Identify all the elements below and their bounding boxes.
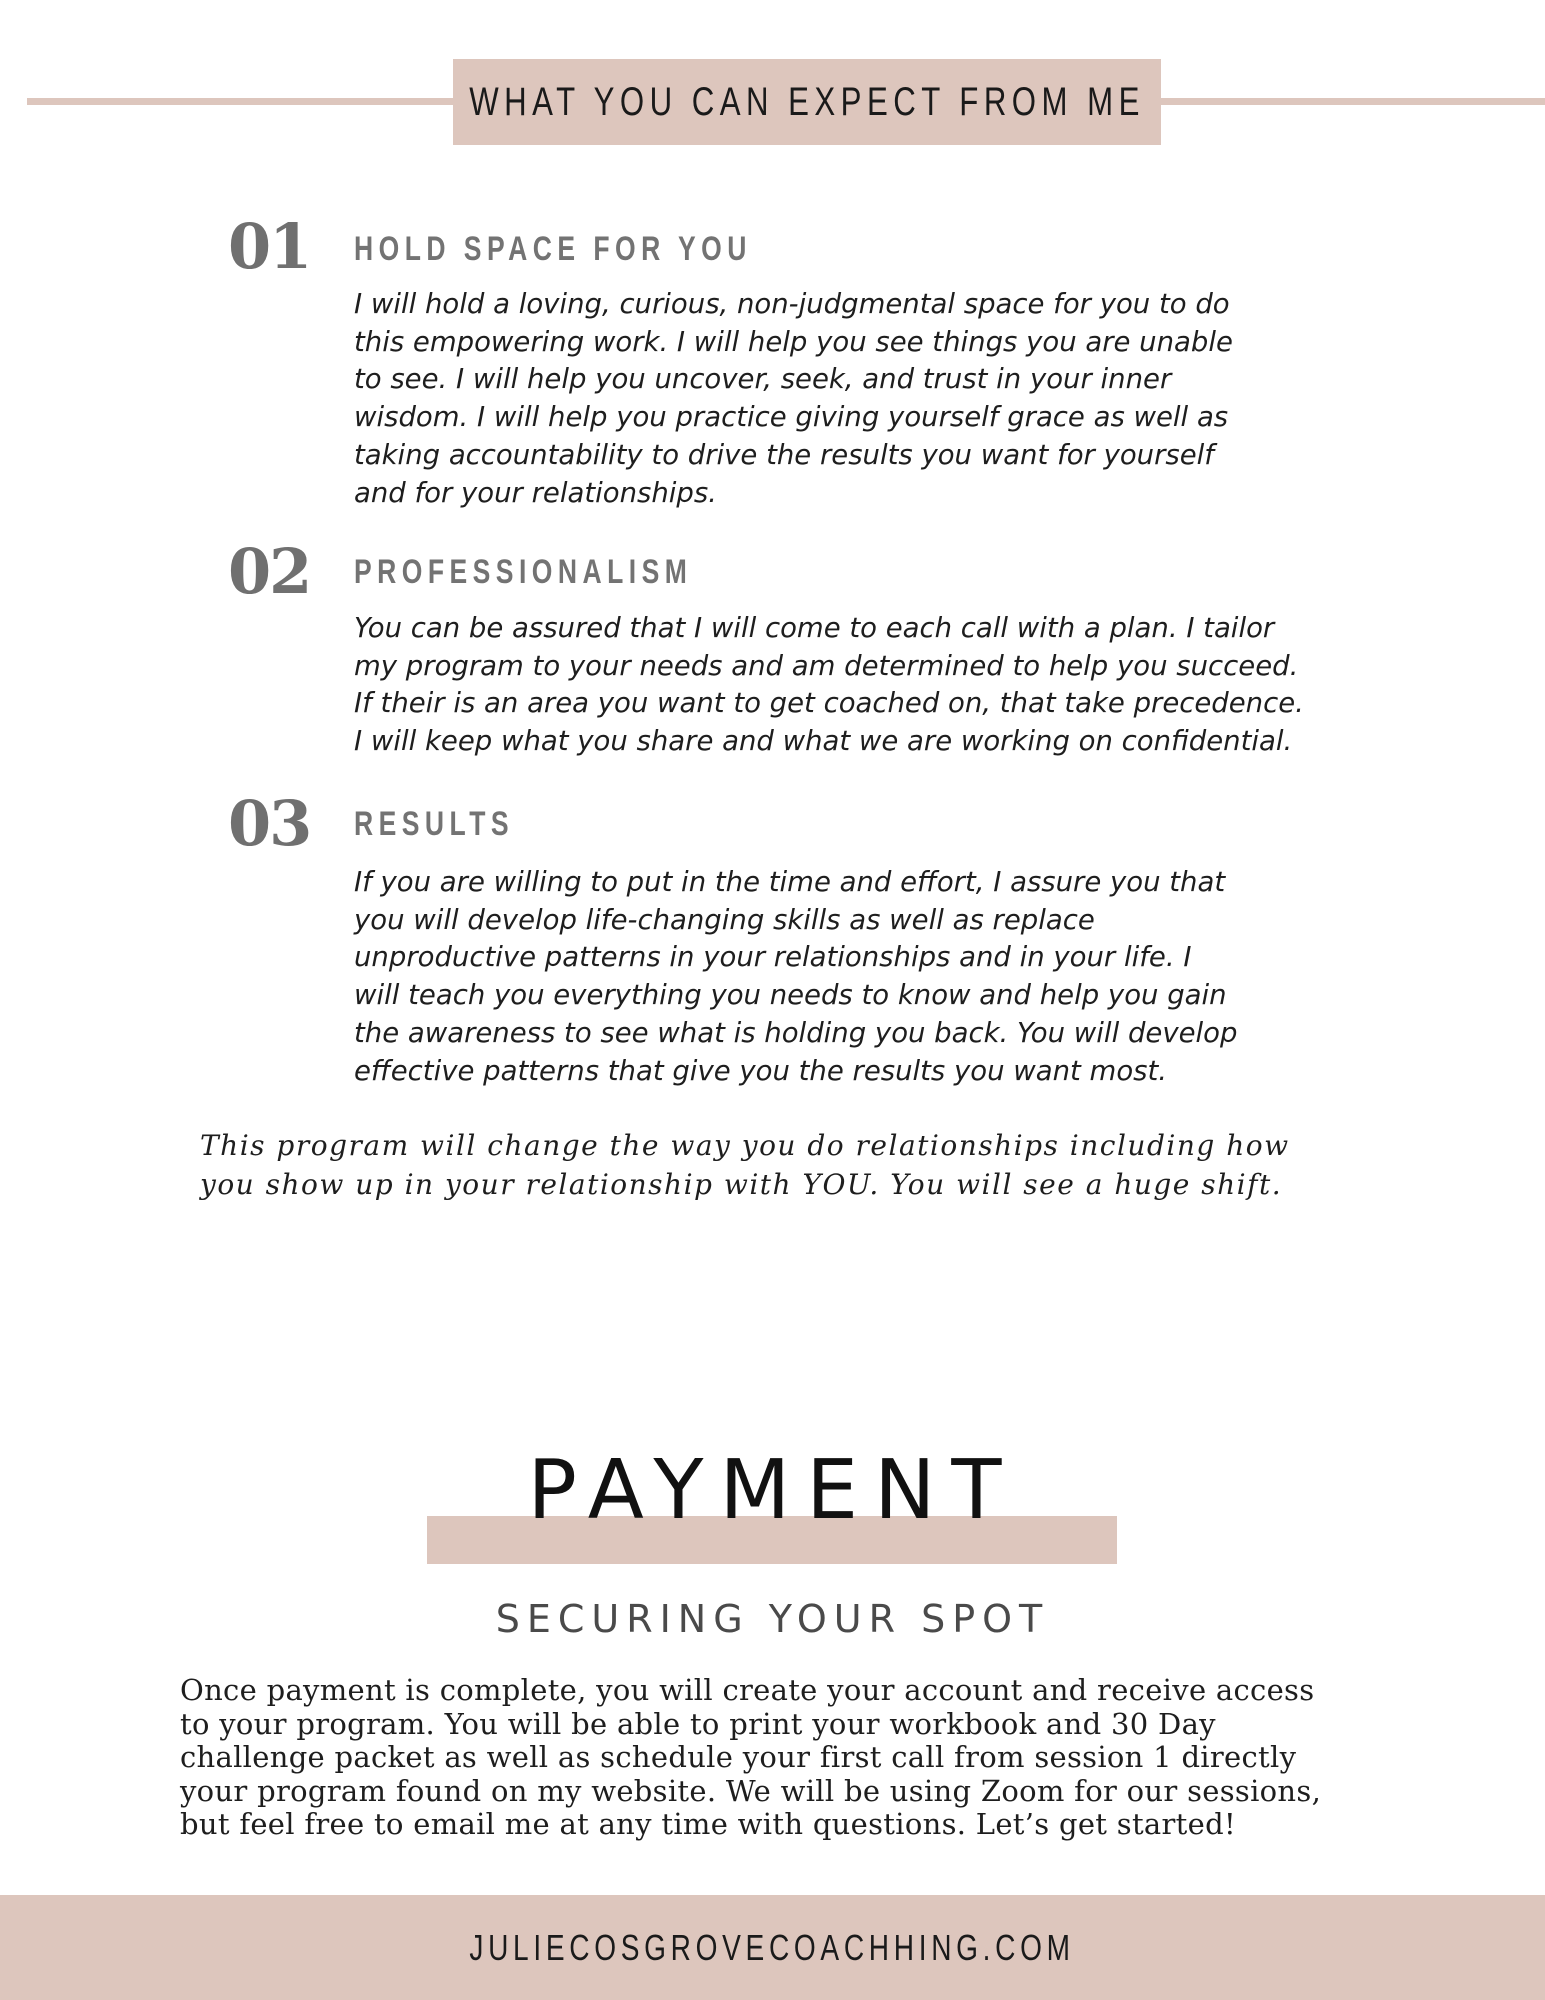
header-rule-left	[27, 98, 467, 105]
item-number-2: 02	[228, 535, 311, 608]
item-heading-2: PROFESSIONALISM	[354, 553, 693, 591]
item-body-3: If you are willing to put in the time and effort, I assure you that you will develop life-changing skills as well as replace unproductive patterns in your relationships and in your life. I will teach you everything you needs to know and help you gain the awareness to see what is holding you back. You will develop effective patterns that give you the results you want most.	[354, 866, 1238, 1087]
header-rule-right	[1158, 98, 1545, 105]
item-body-2: You can be assured that I will come to each call with a plan. I tailor my program to your needs and am determined to help you succeed. If their is an area you want to get coached on, that take precedence. I will keep what you share and what we are working on confidential.	[354, 612, 1304, 758]
footer-website-link[interactable]: JULIECOSGROVECOACHHING.COM	[469, 1926, 1076, 1968]
item-number-1: 01	[228, 210, 311, 283]
item-heading-3: RESULTS	[354, 805, 515, 843]
payment-title: PAYMENT	[527, 1443, 1018, 1538]
payment-body: Once payment is complete, you will create your account and receive access to your program. You will be able to print your workbook and 30 Day challenge packet as well as schedule your first call from session 1 directly your program found on my website. We will be using Zoom for our sessions, but feel free to email me at any time with questions. Let’s get started!	[180, 1673, 1322, 1841]
page-title: WHAT YOU CAN EXPECT FROM ME	[469, 79, 1145, 124]
payment-subtitle: SECURING YOUR SPOT	[495, 1597, 1050, 1641]
header-band	[453, 59, 1161, 145]
item-body-1: I will hold a loving, curious, non-judgmental space for you to do this empowering work. I will help you see things you are unable to see. I will help you uncover, seek, and trust in your inner wisdom. I will help you practice giving yourself grace as well as taking accountability to drive the results you want for yourself and for your relationships.	[354, 288, 1233, 509]
item-heading-1: HOLD SPACE FOR YOU	[354, 230, 752, 268]
closing-statement: This program will change the way you do relationships including how you show up in your relationship with YOU. You will see a huge shift.	[200, 1129, 1290, 1201]
item-number-3: 03	[228, 787, 311, 860]
footer-band	[0, 1895, 1545, 2000]
